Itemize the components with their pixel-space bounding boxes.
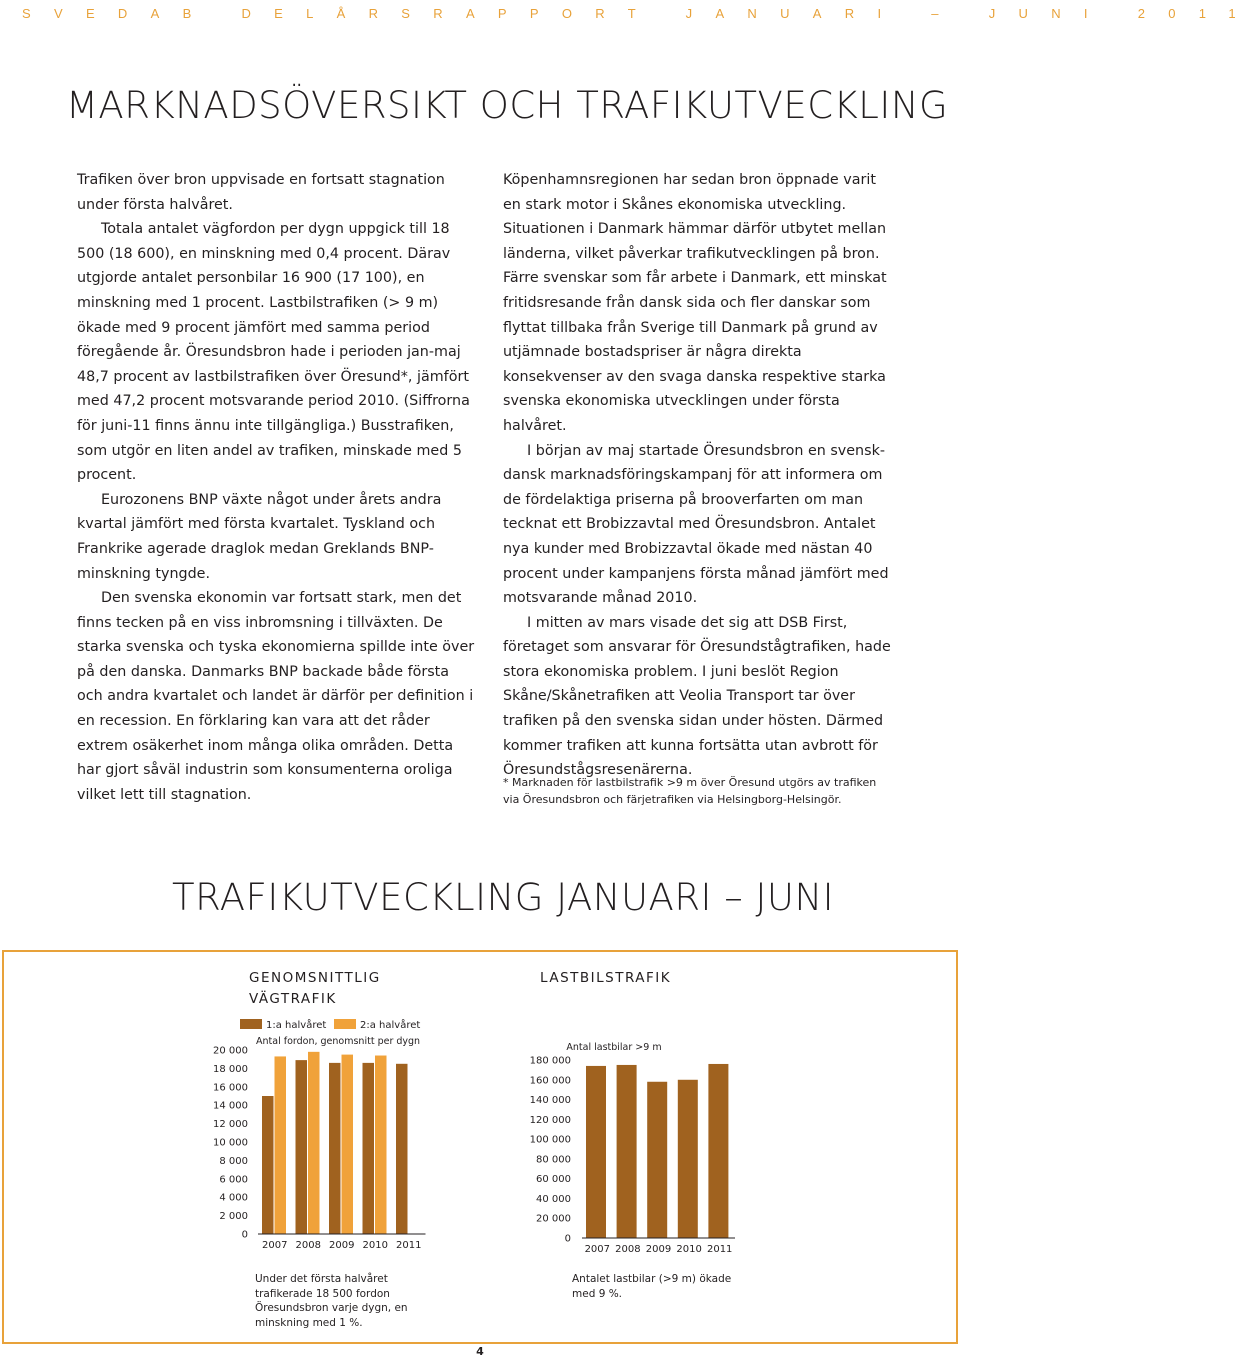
legend-swatch-second-half [334,1019,356,1029]
x-tick-label: 2008 [295,1240,321,1251]
report-header: SVEDAB DELÅRSRAPPORT JANUARI – JUNI 2011 [22,6,1259,21]
paragraph: I mitten av mars visade det sig att DSB First, företaget som ansvarar för Öresundstågtrafiken, hade stora ekonomiska problem. I juni beslöt Region Skåne/Skånetrafiken att Veolia Transport tar över trafiken på den svenska sidan under hösten. Därmed kommer trafiken att kunna fortsätta utan avbrott för Öresundstågsresenärerna. [503,614,891,779]
right-text-column [503,168,893,783]
chart-title-road-traffic: GENOMSNITTLIG VÄGTRAFIK [249,970,381,1007]
x-tick-label: 2007 [584,1244,611,1255]
bar-first-half [396,1064,408,1234]
y-tick-label: 40 000 [536,1193,571,1205]
x-tick-label: 2007 [262,1240,288,1251]
y-tick-label: 120 000 [529,1114,571,1126]
y-tick-label: 0 [564,1233,571,1245]
chart-title-truck-traffic: LASTBILSTRAFIK [540,970,672,986]
chart-subtitle: Antal fordon, genomsnitt per dygn [256,1036,421,1047]
left-text-column [77,168,477,807]
bar-second-half [308,1052,320,1234]
y-tick-label: 20 000 [213,1045,248,1057]
page-title: MARKNADSÖVERSIKT OCH TRAFIKUTVECKLING [66,84,949,127]
y-tick-label: 0 [241,1229,248,1241]
bar-first-half [329,1063,341,1234]
x-tick-label: 2011 [396,1240,422,1251]
road-traffic-caption: Under det första halvåret trafikerade 18 500 fordon Öresundsbron varje dygn, en minskning med 1 %. [255,1273,408,1329]
y-tick-label: 14 000 [213,1100,248,1112]
y-tick-label: 60 000 [536,1174,571,1186]
x-tick-label: 2009 [329,1240,355,1251]
bar-first-half [586,1066,606,1238]
chart-subtitle: Antal lastbilar >9 m [566,1042,662,1053]
truck-traffic-caption: Antalet lastbilar (>9 m) ökade med 9 %. [572,1273,732,1300]
x-tick-label: 2009 [645,1244,672,1255]
y-tick-label: 10 000 [213,1137,248,1149]
truck-traffic-chart [500,1030,740,1260]
y-tick-label: 140 000 [529,1095,571,1107]
x-tick-label: 2010 [362,1240,388,1251]
y-tick-label: 20 000 [536,1213,571,1225]
bar-first-half [296,1060,308,1234]
y-tick-label: 160 000 [529,1075,571,1087]
paragraph: Den svenska ekonomin var fortsatt stark, men det finns tecken på en viss inbromsning i tillväxten. De starka svenska och tyska ekonomierna spillde inte över på den danska. Danmarks BNP backade både första och andra kvartalet och landet är därför per definition i en recession. En förklaring kan vara att det råder extrem osäkerhet inom många olika områden. Detta har gjort såväl industrin som konsumenterna oroliga vilket lett till stagnation. [77,590,475,803]
bar-first-half [363,1063,375,1234]
road-traffic-chart [190,1010,430,1260]
bar-first-half [617,1065,637,1238]
y-tick-label: 2 000 [219,1211,248,1223]
y-tick-label: 12 000 [213,1119,248,1131]
y-tick-label: 180 000 [529,1055,571,1067]
bar-first-half [262,1096,274,1234]
paragraph: I början av maj startade Öresundsbron en svensk-dansk marknadsföringskampanj för att informera om de fördelaktiga priserna på brooverfarten om man tecknat ett Brobizzavtal med Öresundsbron. Antalet nya kunder med Brobizzavtal ökade med nästan 40 procent under kampanjens första månad jämfört med motsvarande månad 2010. [503,442,889,607]
bar-second-half [375,1056,387,1234]
bar-first-half [647,1082,667,1238]
bar-first-half [708,1064,728,1238]
y-tick-label: 100 000 [529,1134,571,1146]
paragraph: Eurozonens BNP växte något under årets andra kvartal jämfört med första kvartalet. Tyskland och Frankrike agerade draglok medan Greklands BNP-minskning tyngde. [77,491,442,582]
bar-second-half [342,1055,354,1234]
legend-swatch-first-half [240,1019,262,1029]
paragraph: Köpenhamnsregionen har sedan bron öppnade varit en stark motor i Skånes ekonomiska utveckling. Situationen i Danmark hämmar därför utbytet mellan länderna, vilket påverkar trafikutvecklingen på bron. Färre svenskar som får arbete i Danmark, ett minskat fritidsresande från dansk sida och fler danskar som flyttat tillbaka från Sverige till Danmark på grund av utjämnade bostadspriser är några direkta konsekvenser av den svaga danska respektive starka svenska ekonomiska utvecklingen under första halvåret. [503,172,887,434]
y-tick-label: 16 000 [213,1082,248,1094]
x-tick-label: 2011 [706,1244,733,1255]
x-tick-label: 2010 [676,1244,702,1255]
paragraph: Trafiken över bron uppvisade en fortsatt stagnation under första halvåret. [77,172,445,213]
chart-panel [2,950,958,1344]
footnote: * Marknaden för lastbilstrafik >9 m över Öresund utgörs av trafiken via Öresundsbron och färjetrafiken via Helsingborg-Helsingör. [503,776,877,806]
bar-first-half [678,1080,698,1238]
y-tick-label: 18 000 [213,1063,248,1075]
page-number: 4 [476,1345,484,1358]
paragraph: Totala antalet vägfordon per dygn uppgick till 18 500 (18 600), en minskning med 0,4 procent. Därav utgjorde antalet personbilar 16 900 (17 100), en minskning med 1 procent. Lastbilstrafiken (> 9 m) ökade med 9 procent jämfört med samma period föregående år. Öresundsbron hade i perioden jan-maj 48,7 procent av lastbilstrafiken över Öresund*, jämfört med 47,2 procent motsvarande period 2010. (Siffrorna för juni-11 finns ännu inte tillgängliga.) Busstrafiken, som utgör en liten andel av trafiken, minskade med 5 procent. [77,221,470,484]
section-title: TRAFIKUTVECKLING JANUARI – JUNI [172,876,835,919]
y-tick-label: 4 000 [219,1192,248,1204]
y-tick-label: 6 000 [219,1174,248,1186]
y-tick-label: 80 000 [536,1154,571,1166]
x-tick-label: 2008 [615,1244,641,1255]
y-tick-label: 8 000 [219,1155,248,1167]
legend-label: 1:a halvåret [266,1020,327,1031]
bar-second-half [275,1056,287,1234]
legend-label: 2:a halvåret [360,1020,421,1031]
